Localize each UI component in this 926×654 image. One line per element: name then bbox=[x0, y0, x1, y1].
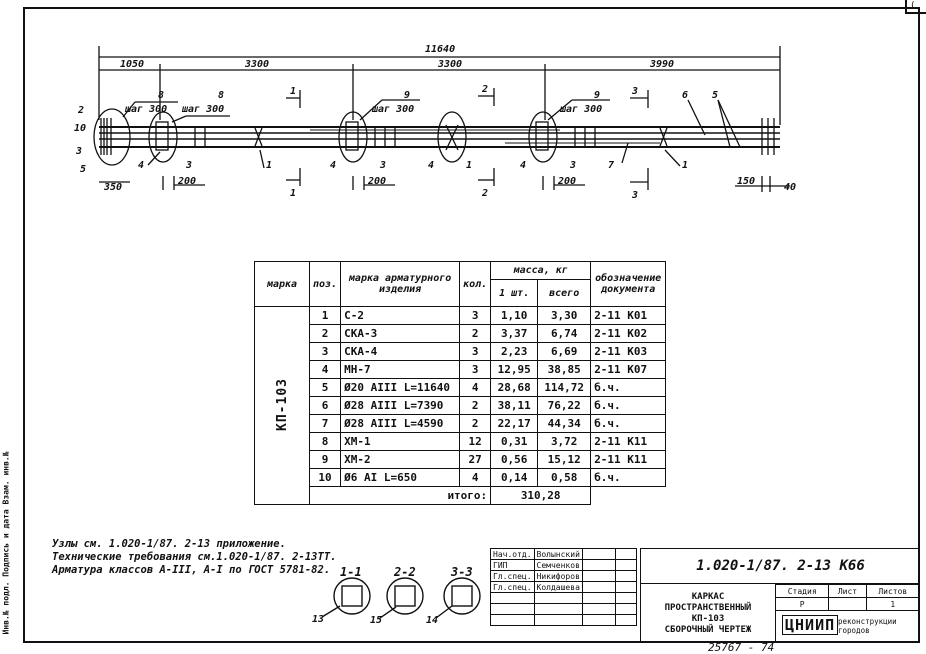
stage-header: Стадия bbox=[776, 585, 829, 598]
drawing-title bbox=[640, 584, 775, 643]
total-label: итого: bbox=[310, 487, 491, 505]
callout-5: 5 bbox=[712, 90, 719, 101]
section-mark: 3 bbox=[632, 190, 639, 201]
section-callout: 15 bbox=[370, 615, 383, 626]
dim-bottom-right: 150 bbox=[737, 176, 756, 187]
row-pos: 10 bbox=[310, 469, 341, 487]
row-pos: 8 bbox=[310, 433, 341, 451]
org-logo: ЦНИИП bbox=[782, 615, 838, 635]
marka-cell bbox=[255, 307, 310, 505]
row-qty: 3 bbox=[460, 307, 491, 325]
row-qty: 3 bbox=[460, 343, 491, 361]
row-doc: б.ч. bbox=[591, 469, 666, 487]
note-line: Арматура классов А-III, А-I по ГОСТ 5781-82. bbox=[52, 564, 331, 576]
row-item: Ø28 АIII L=4590 bbox=[341, 415, 460, 433]
title-line: СБОРОЧНЫЙ ЧЕРТЕЖ bbox=[664, 625, 752, 635]
callout-4: 4 bbox=[330, 160, 337, 171]
row-pos: 6 bbox=[310, 397, 341, 415]
row-pos: 5 bbox=[310, 379, 341, 397]
note-line: Технические требования см.1.020-1/87. 2-13ТТ. bbox=[52, 551, 337, 563]
row-pos: 2 bbox=[310, 325, 341, 343]
row-mass-one: 0,56 bbox=[491, 451, 538, 469]
dim-bottom-left: 350 bbox=[104, 182, 123, 193]
callout-3: 3 bbox=[570, 160, 577, 171]
marka-value: КП-103 bbox=[274, 377, 290, 431]
row-mass-all: 3,72 bbox=[538, 433, 591, 451]
section-callout: 14 bbox=[426, 615, 439, 626]
callout-4: 4 bbox=[138, 160, 145, 171]
dim-bottom-mid: 200 bbox=[178, 176, 197, 187]
signature-name: Семченков bbox=[534, 560, 582, 571]
specification-table bbox=[254, 261, 666, 505]
signature-mark bbox=[582, 549, 615, 560]
row-pos: 9 bbox=[310, 451, 341, 469]
table-row bbox=[255, 397, 666, 415]
row-qty: 2 bbox=[460, 325, 491, 343]
stage-table bbox=[775, 584, 920, 607]
callout-3: 3 bbox=[380, 160, 387, 171]
callout-9: 9 bbox=[404, 90, 411, 101]
row-mass-one: 0,31 bbox=[491, 433, 538, 451]
row-item: Ø6 АI L=650 bbox=[341, 469, 460, 487]
row-mass-one: 1,10 bbox=[491, 307, 538, 325]
section-mark: 1 bbox=[290, 188, 297, 199]
signature-mark bbox=[582, 571, 615, 582]
header-mass-all: всего bbox=[538, 280, 591, 307]
notes bbox=[52, 538, 336, 577]
signature-row bbox=[491, 571, 637, 582]
row-doc: 2-11 К01 bbox=[591, 307, 666, 325]
signature-role: Гл.спец. bbox=[491, 582, 535, 593]
row-item: СКА-3 bbox=[341, 325, 460, 343]
section-mark: 2 bbox=[482, 84, 489, 95]
row-mass-all: 114,72 bbox=[538, 379, 591, 397]
side-strip-text: Инв.№ подл. Подпись и дата Взам. инв.№ bbox=[1, 451, 11, 635]
section-mark: 1 bbox=[290, 86, 297, 97]
row-qty: 3 bbox=[460, 361, 491, 379]
signature-role: Гл.спец. bbox=[491, 571, 535, 582]
row-mass-all: 6,69 bbox=[538, 343, 591, 361]
signature-row bbox=[491, 560, 637, 571]
signature-mark bbox=[582, 582, 615, 593]
row-mass-one: 22,17 bbox=[491, 415, 538, 433]
header-doc: обозначение документа bbox=[591, 262, 666, 307]
title-block bbox=[640, 548, 920, 643]
row-doc: 2-11 К11 bbox=[591, 451, 666, 469]
sheet-header: Лист bbox=[829, 585, 866, 598]
row-mass-one: 3,37 bbox=[491, 325, 538, 343]
row-pos: 4 bbox=[310, 361, 341, 379]
step-label: шаг 300 bbox=[372, 104, 415, 115]
callout-4: 4 bbox=[520, 160, 527, 171]
table-row bbox=[255, 325, 666, 343]
table-row bbox=[255, 415, 666, 433]
signature-table bbox=[490, 548, 637, 626]
signature-name: Волынский bbox=[534, 549, 582, 560]
table-row bbox=[255, 451, 666, 469]
table-row bbox=[255, 361, 666, 379]
dim-bottom-mid: 200 bbox=[368, 176, 387, 187]
document-code: 1.020-1/87. 2-13 К66 bbox=[640, 548, 920, 584]
section-callout: 13 bbox=[312, 614, 325, 625]
row-doc: б.ч. bbox=[591, 397, 666, 415]
row-mass-all: 76,22 bbox=[538, 397, 591, 415]
table-row bbox=[255, 343, 666, 361]
dim-seg-1: 1050 bbox=[120, 59, 145, 70]
callout-8: 8 bbox=[158, 90, 165, 101]
row-qty: 4 bbox=[460, 379, 491, 397]
row-qty: 2 bbox=[460, 397, 491, 415]
row-mass-all: 3,30 bbox=[538, 307, 591, 325]
table-row bbox=[255, 433, 666, 451]
title-line: КАРКАС bbox=[691, 592, 725, 602]
dim-total: 11640 bbox=[425, 44, 456, 55]
corner-mark: ( bbox=[905, 0, 926, 14]
row-item: ХМ-2 bbox=[341, 451, 460, 469]
step-label: шаг 300 bbox=[125, 104, 168, 115]
callout-8: 8 bbox=[218, 90, 225, 101]
row-item: МН-7 bbox=[341, 361, 460, 379]
row-qty: 4 bbox=[460, 469, 491, 487]
dim-seg-2: 3300 bbox=[245, 59, 270, 70]
row-doc: б.ч. bbox=[591, 379, 666, 397]
callout-3: 3 bbox=[76, 146, 83, 157]
row-mass-all: 44,34 bbox=[538, 415, 591, 433]
signature-row bbox=[491, 549, 637, 560]
row-mass-one: 28,68 bbox=[491, 379, 538, 397]
row-doc: б.ч. bbox=[591, 415, 666, 433]
step-label: шаг 300 bbox=[560, 104, 603, 115]
section-circle bbox=[334, 578, 370, 614]
dim-seg-3: 3300 bbox=[438, 59, 463, 70]
callout-5: 5 bbox=[80, 164, 87, 175]
organization bbox=[775, 607, 920, 643]
title-line: КП-103 bbox=[691, 614, 725, 624]
header-item: марка арматурного изделия bbox=[341, 262, 460, 307]
header-mass: масса, кг bbox=[491, 262, 591, 280]
dim-seg-4: 3990 bbox=[650, 59, 675, 70]
row-doc: 2-11 К11 bbox=[591, 433, 666, 451]
archive-number: 25767 - 74 bbox=[708, 641, 775, 654]
signature-row bbox=[491, 582, 637, 593]
dim-bottom-mid: 200 bbox=[558, 176, 577, 187]
note-line: Узлы см. 1.020-1/87. 2-13 приложение. bbox=[52, 538, 286, 550]
total-row bbox=[255, 487, 666, 505]
callout-7: 7 bbox=[608, 160, 615, 171]
header-qty: кол. bbox=[460, 262, 491, 307]
row-pos: 1 bbox=[310, 307, 341, 325]
row-mass-all: 38,85 bbox=[538, 361, 591, 379]
table-row bbox=[255, 307, 666, 325]
org-text bbox=[838, 617, 897, 635]
callout-1: 1 bbox=[466, 160, 473, 171]
signature-role: Нач.отд. bbox=[491, 549, 535, 560]
row-qty: 12 bbox=[460, 433, 491, 451]
org-text-line: городов bbox=[838, 626, 870, 635]
row-item: ХМ-1 bbox=[341, 433, 460, 451]
header-mass-one: 1 шт. bbox=[491, 280, 538, 307]
section-label-1-1: 1-1 bbox=[340, 565, 362, 579]
callout-6: 6 bbox=[682, 90, 689, 101]
row-item: СКА-4 bbox=[341, 343, 460, 361]
row-item: С-2 bbox=[341, 307, 460, 325]
row-doc: 2-11 К07 bbox=[591, 361, 666, 379]
table-row bbox=[255, 379, 666, 397]
callout-10: 10 bbox=[74, 123, 87, 134]
section-label-3-3: 3-3 bbox=[451, 565, 473, 579]
node-ellipse bbox=[149, 112, 177, 162]
node-ellipse bbox=[529, 112, 557, 162]
total-value: 310,28 bbox=[491, 487, 591, 505]
signature-mark bbox=[582, 560, 615, 571]
row-mass-one: 0,14 bbox=[491, 469, 538, 487]
stage-value: Р bbox=[776, 598, 829, 611]
org-text-line: реконструкции bbox=[838, 617, 897, 626]
sheets-value: 1 bbox=[866, 598, 919, 611]
node-ellipse bbox=[94, 109, 130, 165]
row-mass-one: 38,11 bbox=[491, 397, 538, 415]
callout-2: 2 bbox=[78, 105, 85, 116]
dim-bottom-right: 40 bbox=[784, 182, 797, 193]
title-line: ПРОСТРАНСТВЕННЫЙ bbox=[664, 603, 752, 613]
row-mass-one: 12,95 bbox=[491, 361, 538, 379]
section-mark: 2 bbox=[482, 188, 489, 199]
row-doc: 2-11 К03 bbox=[591, 343, 666, 361]
signature-name: Колдашева bbox=[534, 582, 582, 593]
row-item: Ø20 АIII L=11640 bbox=[341, 379, 460, 397]
header-pos: поз. bbox=[310, 262, 341, 307]
row-mass-all: 6,74 bbox=[538, 325, 591, 343]
callout-9: 9 bbox=[594, 90, 601, 101]
signature-name: Никифоров bbox=[534, 571, 582, 582]
row-qty: 27 bbox=[460, 451, 491, 469]
table-row bbox=[255, 469, 666, 487]
sheets-header: Листов bbox=[866, 585, 919, 598]
callout-1: 1 bbox=[266, 160, 273, 171]
section-circle bbox=[387, 578, 423, 614]
section-mark: 3 bbox=[632, 86, 639, 97]
row-mass-all: 15,12 bbox=[538, 451, 591, 469]
row-doc: 2-11 К02 bbox=[591, 325, 666, 343]
header-marka: марка bbox=[255, 262, 310, 307]
row-item: Ø28 АIII L=7390 bbox=[341, 397, 460, 415]
row-pos: 7 bbox=[310, 415, 341, 433]
row-pos: 3 bbox=[310, 343, 341, 361]
callout-1: 1 bbox=[682, 160, 689, 171]
row-mass-all: 0,58 bbox=[538, 469, 591, 487]
callout-4: 4 bbox=[428, 160, 435, 171]
row-mass-one: 2,23 bbox=[491, 343, 538, 361]
signature-role: ГИП bbox=[491, 560, 535, 571]
step-label: шаг 300 bbox=[182, 104, 225, 115]
callout-3: 3 bbox=[186, 160, 193, 171]
row-qty: 2 bbox=[460, 415, 491, 433]
section-label-2-2: 2-2 bbox=[394, 565, 416, 579]
